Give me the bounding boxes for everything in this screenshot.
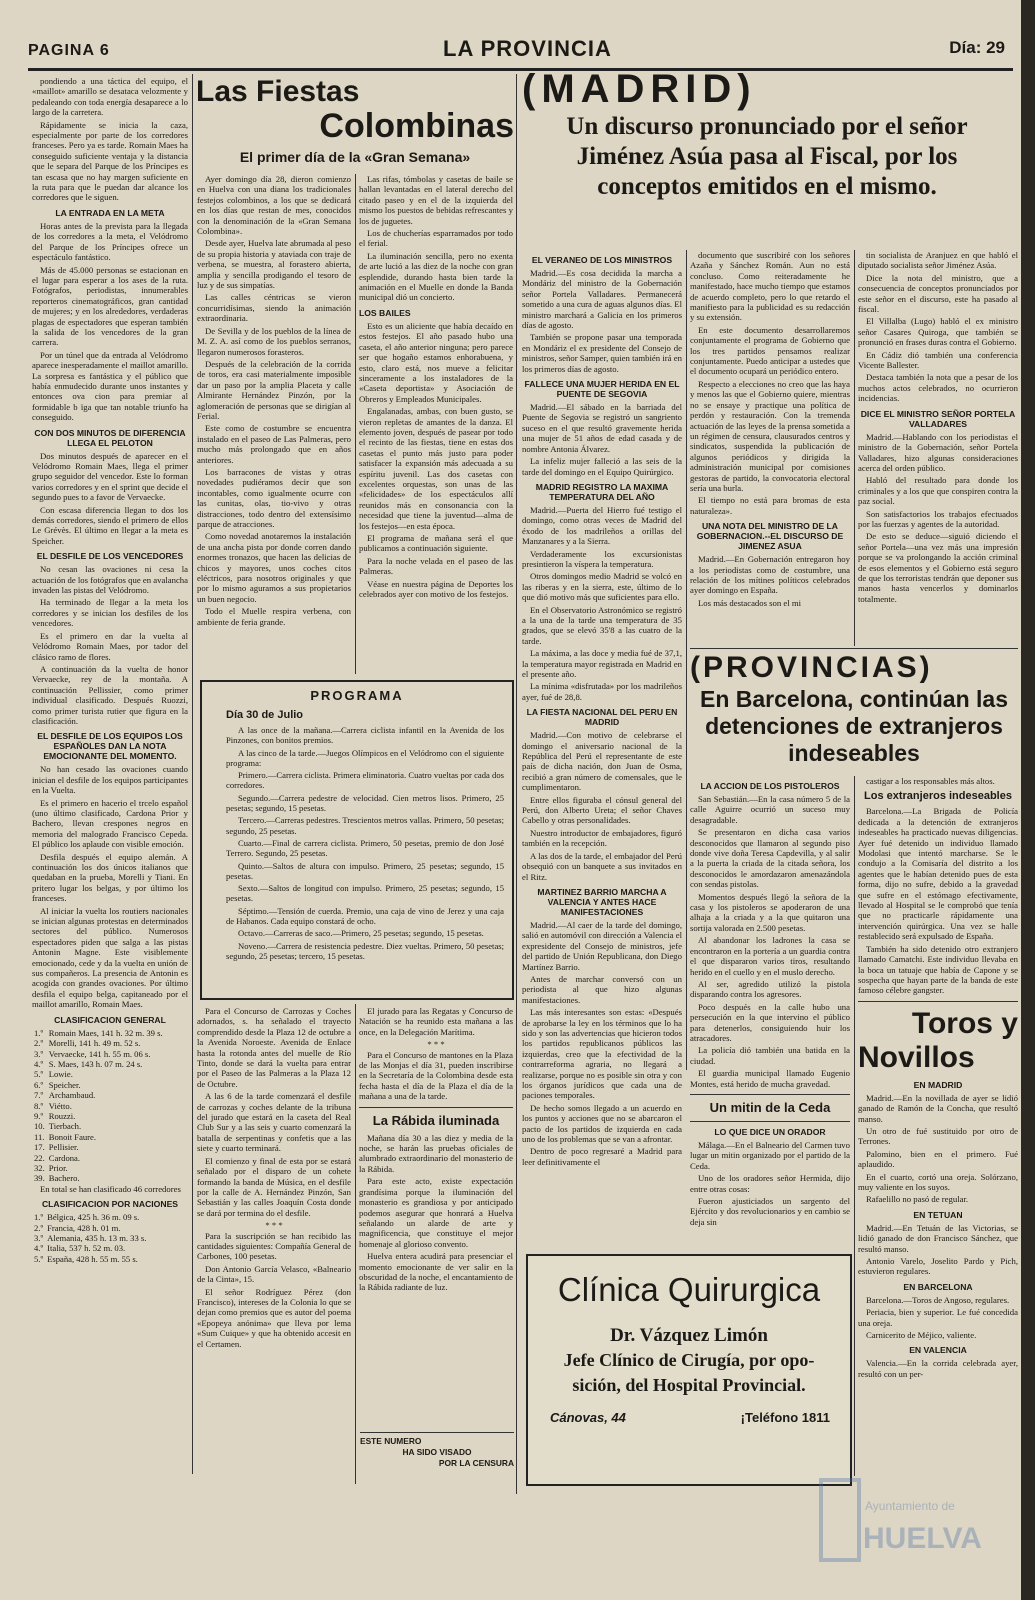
text: Uno de los oradores señor Hermida, dijo entre otras cosas: [690,1173,850,1194]
text: Don Antonio García Velasco, «Balneario de la Cinta», 15. [197,1263,351,1285]
censor-note [360,1432,514,1469]
text: Como novedad anotaremos la instalación de una ancha pista por donde corren dando enormes tronazos, que hacen las delicias de chicos y mayores, unos coches citos eléctricos, para nosotros originales y que por lo mismo aguramos a sus propietarios un buen negocio. [197,531,351,604]
classification-row [32,1233,148,1243]
classification-row [32,1132,165,1142]
programa-date: Día 30 de Julio [226,709,304,721]
subheading: LOS BAILES [359,307,411,318]
subheading: CLASIFICACION GENERAL [54,1014,166,1025]
text: En este documento desarrollaremos conjuntamente el programa de Gobierno que los tres partidos pensamos realizar conjuntamente. Puedo anticipar a ustedes que el documento ocupará un periódico entero. [690,324,850,377]
subheading: DICE EL MINISTRO SEÑOR PORTELA VALLADARES [860,408,1016,429]
subheading: EL VERANEO DE LOS MINISTROS [531,255,673,265]
text: Desfila después el equipo alemán. A continuación los dos únicos italianos que quedaban en la prueba, Morelli y Tiani. En pritero lugar los belgas, y por último los franceses. [32,851,188,904]
divider [359,1107,513,1108]
text: Habló del resultado para donde los criminales y a los que que conspiren contra la paz social. [858,475,1018,507]
rider-time: Tierbach. [48,1121,82,1132]
column-rule [355,1004,356,1484]
text: En el cuarto, cortó una oreja. Solórzano, muy valiente en los suyos. [858,1171,1018,1192]
subheading: EN BARCELONA [903,1281,973,1292]
text: Verdaderamente los excursionistas presintieron la víspera la temperatura. [522,548,682,569]
general-classification-table [32,1028,165,1184]
rider-time: Morelli, 141 h. 49 m. 52 s. [48,1038,141,1049]
programa-item: A las cinco de la tarde.—Juegos Olímpicos en el Velódromo con el siguiente programa: [226,747,504,768]
toros-title-line2: Novillos [858,1040,975,1074]
rider-time: Rouzzi. [48,1110,76,1121]
position: 32. [34,1162,45,1173]
separator: * * * [427,1039,445,1050]
text: Para el Concurso de Carrozas y Coches adornados, s. ha señalado el trayecto comprendido desde la Plaza 12 de octubre a la Avenida Noroeste. Avenida de Enlace hasta la rotonda antes del muelle de Río Tinto, donde se dará la vuelta para entrar por el Paseo de las Palmeras a la Plaza 12 de Octubre. [197,1006,351,1089]
subheading: EL DESFILE DE LOS VENCEDORES [36,551,184,562]
text: Periacia, bien y superior. Le fué concedida una oreja. [858,1307,1018,1328]
text: En total se han clasificado 46 corredores [40,1183,181,1194]
column-rule [854,776,855,1476]
censor-line: ESTE NUMERO [360,1436,422,1446]
fiestas-column-1 [197,174,351,676]
text: También ha sido detenido otro extranjero llamado Camatchi. Este individuo llevaba en la boca un tatuaje que había de Capone y se sospecha que hayan parte de la banda de este famoso célebre gangster. [858,943,1018,996]
text: El Villalba (Lugo) habló el ex ministro señor Casares Quiroga, que también se pronunció en frases duras contra el Gobierno. [858,316,1018,348]
text: De hecho somos llegado a un acuerdo en los puntos y acciones que no se abarcaron el pacto de los partidos de izquierda en cada uno de los problemas que se van a afrontar. [522,1102,682,1145]
classification-row [32,1243,148,1253]
text: Esto es un aliciente que había decaído en estos festejos. El año pasado hubo una caseta, el año anterior ninguna; pero parece ser que hogaño estamos enhorabuena, y esto, claro está, nos mueve a felicitar sinceramente a los instaladores de la «Caseta deportista» y Asociación de Obreros y Empleados Municipales. [359,320,513,404]
clinica-phone: ¡Teléfono 1811 [740,1410,830,1425]
text: Al ser, agredido utilizó la pistola disparando contra los agresores. [690,978,850,1000]
classification-row [32,1069,165,1079]
issue-day: Día: 29 [949,38,1005,57]
text: El jurado para las Regatas y Concurso de Natación se ha reunido esta mañana a las once, en la Delegación Marítima. [359,1006,513,1037]
position: 6.º [34,1079,44,1090]
column-rule [854,250,855,646]
clinica-title: Clínica Quirurgica [557,1271,821,1308]
page-number: PAGINA 6 [28,42,110,59]
subheading: EN MADRID [913,1079,963,1090]
madrid-column-3 [858,250,1018,646]
subheading: CLASIFICACION POR NACIONES [41,1199,179,1210]
clinica-doctor: Dr. Vázquez Limón [610,1325,768,1346]
text: documento que suscribiré con los señores Azaña y Sánchez Román. Aun no está concluso. Como reiteradamente he manifestado, hace mucho tiempo que estamos de acuerdo completo, pero lo que retardo el manifiesto para la publicidad es su redacción y su extensión. [690,250,850,323]
programa-item: Noveno.—Carrera de resistencia pedestre. Diez vueltas. Primero, 50 pesetas; segundo, 25 pesetas; tercero, 15 pesetas. [226,940,504,961]
text: Madrid.—Puerta del Hierro fué testigo el domingo, como otras veces de Madrid del éxodo de los madrileños a orillas del Manzanares y a la Sierra. [522,504,682,547]
text: Al abandonar los ladrones la casa se encontraron en la portería a un guardia contra el que dispararon varios tiros, resultando herido en el cuello y en el muslo derecho. [690,935,850,977]
text: Mañana día 30 a las diez y media de la noche, se harán las pruebas oficiales de alumbrado extraordinario del monasterio de la Rábida. [359,1132,513,1174]
subheading: Los extranjeros indeseables [864,790,1012,803]
rider-time: Prior. [48,1162,68,1173]
divider [690,648,1018,649]
programa-item: Cuarto.—Final de carrera ciclista. Primero, 50 pesetas, premio de don José Terrero. Segundo, 25 pesetas. [226,837,504,859]
text: Las rifas, tómbolas y casetas de baile se hallan levantadas en el lateral derecho del citado paseo y en el de la izquierda del mismo los puestos de bebidas refrescantes y los de juguetes. [359,174,513,226]
classification-row [32,1121,165,1131]
rider-time: Speicher. [48,1079,81,1090]
programa-item: Quinto.—Saltos de altura con impulso. Primero, 25 pesetas; segundo, 15 pesetas. [226,860,504,881]
text: También se propone pasar una temporada en Mondáriz el ex presidente del Consejo de ministros, señor Samper, quien también irá en los primeros días de agosto. [522,332,682,374]
programa-item: Sexto.—Saltos de longitud con impulso. Primero, 25 pesetas; segundo, 15 pesetas. [226,883,504,904]
clinica-line: sición, del Hospital Provincial. [572,1375,806,1395]
text: Con escasa diferencia llegan to dos los demás corredores, siendo el primero de ellos Le Grévès. El último en llegar a la meta es Speicher. [32,504,188,546]
programa-box [200,680,514,1000]
text: Es el primero en hacerio el trcelo español (uno último clasificado, Cardona Prior y Bachero, llevan crespones negros en memoria del malogrado Francisco Cepeda. El público los aplaude con visible emoción. [32,797,188,850]
text: Momentos después llegó la señora de la casa y los pistoleros se apoderaron de una alhaja a la criada y a la que quitaron una sortija valorada en 2.500 pesetas. [690,891,850,933]
position: 11. [34,1131,45,1142]
column-rule [516,74,517,1494]
subheading: EL DESFILE DE LOS EQUIPOS LOS ESPAÑOLES DAN LA NOTA EMOCIONANTE DEL MOMENTO. [37,731,183,762]
text: Barcelona.—Toros de Angoso, regulares. [866,1294,1010,1305]
text: tin socialista de Aranjuez en que habló el diputado socialista señor Jiménez Asúa. [858,250,1018,271]
text: Palomino, bien en el primero. Fué aplaudido. [858,1148,1018,1170]
text: Los de chucherías esparramados por todo el ferial. [359,228,513,249]
rider-time: Italia, 537 h. 52 m. 03. [47,1243,126,1254]
column-rule [355,174,356,674]
watermark-text: HUELVA [863,1522,982,1555]
text: Los más destacados son el mi [698,597,802,608]
text: Se presentaron en dicha casa varios desconocidos que llamaron al segundo piso donde vive doña Teresa Capdevilla, y al salir a la puerta la criada de la citada señora, los desconocidos le amordazaron amenazándola con sendas pistolas. [690,827,850,890]
classification-row [32,1080,165,1090]
text: Son satisfactorios los trabajos efectuados por las fuerzas y agentes de la autoridad. [858,508,1018,529]
clinica-line: Jefe Clínico de Cirugía, por opo- [563,1350,815,1370]
text: Para este acto, existe expectación grandísima porque la iluminación del monasterio es grandiosa y por anticipado podemos asegurar que honrará a Huelva señalando un alarde de arte y magnificencia, que constituye el mejor homenaje al glorioso convento. [359,1176,513,1249]
text: El guardia municipal llamado Eugenio Montes, está herido de mucha gravedad. [690,1068,850,1089]
rider-time: Alemania, 435 h. 13 m. 33 s. [47,1233,147,1243]
subheading: LA FIESTA NACIONAL DEL PERU EN MADRID [526,707,678,728]
subheading: MADRID REGISTRO LA MAXIMA TEMPERATURA DEL AÑO [535,481,669,502]
separator: * * * [265,1220,283,1231]
nations-classification-table [32,1212,148,1264]
programa-item: Octavo.—Carreras de saco.—Primero, 25 pesetas; segundo, 15 pesetas. [238,928,484,939]
subheading: LO QUE DICE UN ORADOR [714,1126,826,1137]
position: 3.º [34,1233,44,1243]
position: 4.º [34,1058,44,1069]
text: Entre ellos figuraba el cónsul general del Perú, don Alberto Ureta; el señor Chaves Cabello y otras personalidades. [522,794,682,826]
divider [858,1001,1018,1002]
text: Ayer domingo día 28, dieron comienzo en Huelva con una diana los tradicionales festejos colombinos, a los que se dedicará en los días que restan de mes, conocidos con la denominación de la «Gran Semana Colombina». [197,174,351,237]
position: 2.º [34,1222,44,1233]
provincias-header [690,650,1018,772]
position: 3.º [34,1048,44,1059]
text: Rafaelillo no pasó de regular. [866,1194,969,1205]
rider-time: Archambaud. [48,1090,96,1101]
madrid-column-2 [690,250,850,646]
madrid-header [522,66,1012,216]
classification-row [32,1111,165,1121]
mitin-title: Un mitin de la Ceda [709,1099,831,1115]
provincias-label: (PROVINCIAS) [690,651,933,684]
subheading: EN TETUAN [913,1209,963,1220]
subheading: UNA NOTA DEL MINISTRO DE LA GOBERNACION.--EL DISCURSO DE JIMENEZ ASUA [696,521,844,552]
text: La máxima, a las doce y media fué de 37,1, la temperatura mayor registrada en Madrid en el presente año. [522,648,682,679]
text: Carnicerito de Méjico, valiente. [866,1330,977,1341]
classification-row [32,1059,165,1069]
position: 39. [34,1173,45,1184]
text: Ha terminado de llegar a la meta los corredores y se inician los desfiles de los vencedores. [32,597,188,629]
censor-line: POR LA CENSURA [438,1458,514,1468]
text: Nuestro introductor de embajadores, figuró también en la recepción. [522,827,682,849]
fiestas-lower-column-1 [197,1006,351,1476]
classification-row [32,1101,165,1111]
text: La iluminación sencilla, pero no exenta de arte lució a las diez de la noche con gran esplendide, durando hasta bien tarde la animación en el Muelle en donde la Banda municipal dió un concierto. [359,250,513,303]
position: 8.º [34,1100,44,1111]
programa-item: Séptimo.—Tensión de cuerda. Premio, una caja de vino de Jerez y una caja de Habanos. Cada equipo constará de ocho. [226,905,504,927]
position: 5.º [34,1069,44,1080]
programa-list [202,725,512,961]
classification-row [32,1142,165,1152]
text: El programa de mañana será el que publicamos a continuación siguiente. [359,533,513,554]
fiestas-subtitle: El primer día de la «Gran Semana» [239,149,471,165]
watermark-text: Ayuntamiento de [865,1499,955,1513]
text: Madrid.—Con motivo de celebrarse el domingo el aniversario nacional de la República del Perú el representante de este país de dicha nación, don Juan de Osma, recibió a gran número de comensales, que le cumplimentaron. [522,730,682,793]
text: Madrid.—En Gobernación entregaron hoy a los periodistas como de costumbre, una relación de los mítines políticos celebrados ayer domingo en España. [690,554,850,596]
classification-row [32,1223,148,1233]
madrid-headline: Un discurso pronunciado por el señor Jiménez Asúa pasa al Fiscal, por los conceptos emitidos en el mismo. [566,113,968,200]
fiestas-title-line1: Las Fiestas [196,75,360,108]
provincias-column-2 [858,776,1018,1476]
fiestas-lower-column-2 [359,1006,513,1476]
rider-time: Vervaecke, 141 h. 55 m. 06 s. [48,1048,151,1059]
text: Madrid.—Es cosa decidida la marcha a Mondáriz del ministro de la Gobernación señor Portela Valladares. Permanecerá sometido a una cura de aguas algunos días. El ministro marchará a Galicia en los primeros días de agosto. [522,268,682,331]
text: Poco después en la calle hubo una persecución en la que intervino el público para detenerlos, consiguiendo huir los atracadores. [690,1001,850,1043]
text: Horas antes de la prevista para la llegada de los corredores a la meta, el Velódromo del Parque de los Príncipes ofrece un espectáculo fantástico. [32,220,188,263]
censor-line: HA SIDO VISADO [402,1447,472,1457]
position: 9.º [34,1110,44,1121]
classification-row [32,1212,148,1222]
text: Huelva entera acudirá para presenciar el momento emocionante de ver salir en la obscuridad de la noche, el encantamiento de la Rábida radiante de luz. [359,1251,513,1293]
rider-time: Bélgica, 425 h. 36 m. 09 s. [47,1212,140,1223]
position: 4.º [34,1243,44,1254]
classification-row [32,1173,165,1183]
position: 10. [34,1121,45,1132]
rabida-title: La Rábida iluminada [372,1112,500,1128]
rider-time: Pellisier. [48,1142,79,1153]
text: Engalanadas, ambas, con buen gusto, se vieron repletas de amantes de la danza. El elemento joven, después de pasear por todo el recinto de las fiestas, tiene en estas dos casetas el punto más justo para poder satisfacer la expansión más adecuada a su espíritu juvenil. Las dos casetas con excelentes orquestas, son unas de las «felicidades» de los espectáculos allí reunidos más en consonancia con la necesidad que tiene la juventud—alma de los festejos—en esta época. [359,406,513,531]
provincias-headline: En Barcelona, continúan las detenciones de extranjeros indeseables [699,686,1009,766]
classification-row [32,1163,165,1173]
archive-watermark [817,1470,982,1570]
text: Respecto a elecciones no creo que las haya y menos las que el Gobierno quiere, mientras no se ensaye y practique una política de perdón y restauración. Con la tremenda actuación de las leyes de la prensa sometida a un régimen de censura, clausurados centros y sindicatos, suspendida la publicación de algunos periódicos y dirigida la administración municipal por comisiones gestoras de partido, la convocatoria electoral sería una burla. [690,378,850,493]
clinica-advertisement [526,1254,852,1486]
position: 2.º [34,1038,44,1049]
subheading: LA ENTRADA EN LA META [55,207,165,218]
madrid-label: (MADRID) [522,67,757,111]
text: Madrid.—Hablando con los periodistas el ministro de la Gobernación, señor Portela Valladares, hizo algunas consideraciones acerca del orden público. [858,431,1018,473]
text: Dice la nota del ministro, que a consecuencia de conceptos pronunciados por este señor en el discurso, este ha pasado al fiscal. [858,272,1018,315]
text: Antonio Varelo, Joselito Pardo y Pich, estuvieron regulares. [858,1256,1018,1277]
text: Las calles céntricas se vieron concurridísimas, siendo la animación extraordinaria. [197,292,351,324]
text: castigar a los responsables más altos. [866,776,995,786]
text: De Sevilla y de los pueblos de la línea de M. Z. A. así como de los pueblos serranos, llegaron numerosos forasteros. [197,325,351,357]
position: 1.º [34,1027,44,1038]
clinica-footer [528,1410,850,1430]
provincias-column-1 [690,776,850,1246]
rider-time: Francia, 428 h. 01 m. [47,1222,121,1233]
text: San Sebastián.—En la casa número 5 de la calle Aguirre ocurrió un suceso muy desagradable. [690,794,850,825]
text: Antes de marchar conversó con un periodista al que hizo algunas manifestaciones. [522,973,682,1005]
rider-time: Bachero. [48,1173,80,1184]
text: Para la noche velada en el paseo de las Palmeras. [359,555,513,577]
text: Para la suscripción se han recibido las cantidades siguientes: Compañía General de Carbones, 100 pesetas. [197,1230,351,1262]
text: De esto se deduce—siguió diciendo el señor Portela—una vez más una impresión porque se va prolongando la acción criminal de esos elementos y el Gobierno está seguro de que los terroristas tendrán que deponer sus manos hasta vencerlos y dominarlos totalmente. [858,531,1018,604]
text: Madrid.—En Tetuán de las Victorias, se lidió ganado de don Francisco Sánchez, que resultó manso. [858,1222,1018,1254]
classification-row [32,1038,165,1048]
text: Por un túnel que da entrada al Velódromo aparece inesperadamente el maillot amarillo. La sorpresa es fantástica y el público que había enmudecido durante unos instantes y entonces ova cion para premiar al formidable b ïga que tan notable triunfo ha conseguido. [32,349,188,423]
column-rule [686,250,687,1070]
subheading: MARTINEZ BARRIO MARCHA A VALENCIA Y ANTES HACE MANIFESTACIONES [537,886,667,917]
text: No cesan las ovaciones ni cesa la actuación de los fotógrafos que en avalancha invaden las pistas del Velódromo. [32,564,188,596]
text: Este como de costumbre se encuentra instalado en el paseo de Las Palmeras, pero mucho más prolongado que en años anteriores. [197,423,351,465]
clinica-address: Cánovas, 44 [550,1410,626,1425]
page-edge [1021,0,1035,1600]
text: Málaga.—En el Balneario del Carmen tuvo lugar un mitin organizado por el partido de la Ceda. [690,1139,850,1171]
text: Destaca también la nota que a pesar de los muchos actos celebrados, no ocurrieron incidencias. [858,372,1018,404]
rider-time: Lowie. [48,1069,73,1080]
programa-item: Tercero.—Carreras pedestres. Trescientos metros vallas. Primero, 50 pesetas; segundo, 25 pesetas. [226,815,504,836]
toros-title-line1: Toros y [911,1006,1018,1040]
text: Después de la celebración de la corrida de toros, era casi materialmente imposible dar un paso por la amplia Placeta y calle Almirante Hernández Pinzón, por la aglomeración de personas que se dirigían al Ferial. [197,358,351,421]
programa-title: PROGRAMA [310,688,404,703]
text: Otros domingos medio Madrid se volcó en las riberas y en la sierra, este, último de lo que dió motivo más que suficientes para ello. [522,571,682,603]
text: Dos minutos después de aparecer en el Velódromo Romain Maes, llega el primer grupo seguidor del vencedor. Este lo forman varios corredores y en el sprint que decide el segundo pues to a favor de Vervaecke. [32,450,188,503]
text: Barcelona.—La Brigada de Policía dedicada a la detención de extranjeros indeseables ha practicado nuevas diligencias. Ayer fué detenido un individuo llamado Modolasi que intentó marcharse. Se le condujo a la Comisaría del distrito a los agentes que le habían detenido pues de esta forma, dijo no sufre, debido a la gravedad que sufre en el estómago efectivamente, llevado al Hospital se le comprobó que tenía que no practicarle rápidamente una intervención quirúrgica. Una vez se halle restablecido será expulsado de España. [858,806,1018,942]
rider-time: Viétto. [48,1100,72,1111]
text: A continuación da la vuelta de honor Vervaecke, rey de la montaña. A continuación Pellissier, como primer individual clasificado. Después Ruozzi, como primer turista rutier que figura en la clasificación. [32,663,188,726]
programa-item: Segundo.—Carrera pedestre de velocidad. Cien metros lisos. Primero, 25 pesetas; segundo, 15 pesetas. [226,792,504,814]
text: En Cádiz dió también una conferencia Vicente Ballester. [858,349,1018,371]
madrid-column-1 [522,250,682,1167]
fiestas-header [196,76,514,168]
subheading: EN VALENCIA [909,1345,967,1356]
text: La infeliz mujer falleció a las seis de la tarde del domingo en el Equipo Quirúrgico. [522,456,682,477]
classification-row [32,1090,165,1100]
text: Rápidamente se inicia la caza, especialmente por parte de los corredores franceses. Pero ya es tarde. Romain Maes ha conseguido suficiente ventaja y la distancia que le separa del Parque de los Príncipes es tan escasa que no hay margen suficiente en la ruta para que le puedan dar alcance los corredores que le siguen. [32,119,188,203]
text: Es el primero en dar la vuelta al Velódromo Romain Maes, por tador del clásico ramo de flores. [32,630,188,662]
cycling-column [32,76,188,1476]
newspaper-name: LA PROVINCIA [443,36,612,61]
classification-row [32,1153,165,1163]
text: Desde ayer, Huelva late abrumada al peso de su propia historia y ataviada con traje de verbena, se muestra, al forastero abierta, amplia y sencilla prodigando el tesoro de luz y de sus simpatías. [197,238,351,291]
position: 5.º [34,1253,44,1264]
column-rule [192,74,193,1474]
divider [690,1121,850,1122]
text: El señor Rodríguez Pérez (don Francisco), intereses de la Colonia lo que se dejan como premios que es autor del poema «Epopeya anónima» que lleva por lema «Sum Cuique» y que ha obtenido accesit en el Certamen. [197,1286,351,1349]
classification-row [32,1049,165,1059]
text: Para el Concurso de mantones en la Plaza de las Monjas el día 31, pueden inscribirse en la Secretaría de la Colombina desde esta fecha hasta el día de la Plaza el día de la mañana a una de la tarde. [359,1049,513,1102]
rider-time: Cardona. [48,1152,81,1163]
position: 22. [34,1152,45,1163]
text: Más de 45.000 personas se estacionan en el lugar para esperar a los ases de la ruta. Fotógrafos, periodistas, innumerables reporteros cinematográficos, gran cantidad de mujeres; y en los alrededores, verdaderas plagas de espectadores que esperan también la salida de los vencedores de la gran carrera. [32,264,188,348]
text: Los barracones de vistas y otras novedades pudiéramos decir que son incontables, como igualmente ocurre con las cunitas, olas, tio-vivo y otras distracciones, todo dentro del extensísimo parque de atracciones. [197,466,351,529]
text: Madrid.—Al caer de la tarde del domingo, salió en automóvil con dirección a Valencia el expresidente del Consejo de ministros, jefe del partido de Unión Republicana, don Diego Martínez Barrio. [522,919,682,972]
position: 1.º [34,1212,44,1223]
rider-time: S. Maes, 143 h. 07 m. 24 s. [48,1058,143,1069]
text: Todo el Muelle respira verbena, con ambiente de feria grande. [197,606,351,627]
text: Madrid.—En la novillada de ayer se lidió ganado de Ramón de la Concha, que resultó manso. [858,1092,1018,1124]
text: Valencia.—En la corrida celebrada ayer, resultó con un per- [858,1358,1018,1379]
programa-item: A las once de la mañana.—Carrera ciclista infantil en la Avenida de los Pinzones, con bonitos premios. [226,725,504,746]
position: 7.º [34,1090,44,1101]
position: 17. [34,1142,45,1153]
text: Madrid.—El sábado en la barriada del Puente de Segovia se registró un sangriento suceso en el que resultó gravemente herida una mujer de 51 años de edad casada y de nombre Antonia Álvarez. [522,402,682,454]
text: La policía dió también una batida en la ciudad. [690,1045,850,1066]
text: El tiempo no está para bromas de esta naturaleza». [690,495,850,516]
text: El comienzo y final de esta por se estará señalado por el disparo de un cohete formando la banda de Música, en el desfile por la calle de A. Hernández Pinzón, San Sebastián y las calles Joaquín Costa donde se dará por termina do el desfile. [197,1155,351,1218]
text: Fueron ajusticiados un sargento del Ejército y dos revolucionarios y en cambio se deja sin [690,1196,850,1227]
text: En el Observatorio Astronómico se registró a la una de la tarde una temperatura de 35 grados, que se elevó 35'8 a las cuatro de la tarde. [522,604,682,646]
text: Un otro de fué sustituido por otro de Terrones. [858,1125,1018,1147]
text: La mínima «disfrutada» por los madrileños ayer, fué de 28,8. [522,681,682,702]
rider-time: Bonoit Faure. [48,1131,97,1142]
subheading: CON DOS MINUTOS DE DIFERENCIA LLEGA EL PELOTON [34,427,186,448]
classification-row [32,1254,148,1264]
fiestas-column-2 [359,174,513,676]
text: Al iniciar la vuelta los routiers nacionales se inician algunas protestas en determinados sectores del público. Numerosos espectadores piden que salga a las pistas Antonin Magne. Este visiblemente emocionado, cede y da la vuelta en unión de sus compañeros. La presencia de Antonin es acogida con grandes ovaciones. Por último desfila el equipo belga, capitaneado por el maillot amarillo, Romain Maes. [32,905,188,1010]
subheading: FALLECE UNA MUJER HERIDA EN EL PUENTE DE SEGOVIA [524,379,680,400]
text: Dentro de poco regresaré a Madrid para leer definitivamente el [522,1146,682,1167]
text: A las 6 de la tarde comenzará el desfile de carrozas y coches delante de la tribuna del jurado que estará en la caseta del Real Club Sur y a las seis y cuarto comenzará la batalla de serpentinas y confetis que a las siete y cuarto terminará. [197,1091,351,1154]
subheading: LA ACCION DE LOS PISTOLEROS [700,781,840,791]
classification-row [32,1028,165,1038]
text: pondiendo a una táctica del equipo, el «maillot» amarillo se desataca velozmente y pedaleando con toda energía desaparece a lo largo de la carretera. [32,76,188,118]
rider-time: Romain Maes, 141 h. 32 m. 39 s. [48,1027,163,1038]
text: Véase en nuestra página de Deportes los celebrados ayer con motivo de los festejos. [359,578,513,600]
divider [690,1094,850,1095]
text: Las más interesantes son estas: «Después de aprobarse la ley en los términos que lo ha sido y son las advertencias que hicieron todos los partidos republicanos públicos las izquierdas, creo que la efectividad de la contrarreforma agraria, no llegará a realizarse, porque no es posible sin otra y con los órganos jurídicos que cada una de paciones temporales. [522,1007,682,1101]
programa-item: Primero.—Carrera ciclista. Primera eliminatoria. Cuatro vueltas por cada dos corredores. [226,770,504,791]
text: No han cesado las ovaciones cuando inician el desfile de los equipos participantes en la Vuelta. [32,764,188,796]
rider-time: España, 428 h. 55 m. 55 s. [47,1253,138,1264]
text: A las dos de la tarde, el embajador del Perú obsequió con un banquete a sus invitados en el Ritz. [522,850,682,882]
fiestas-title-line2: Colombinas [319,107,514,145]
